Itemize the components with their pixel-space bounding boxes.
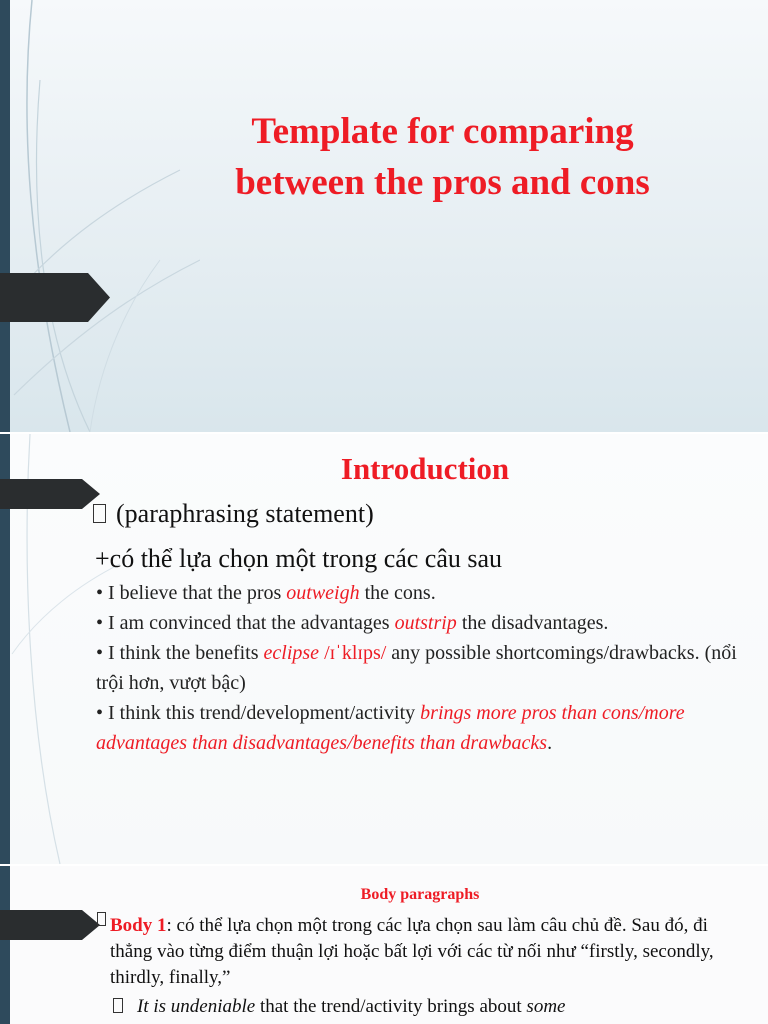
list-item: • I believe that the pros outweigh the cons. xyxy=(96,582,436,604)
phrase-list xyxy=(96,578,756,758)
body1-paragraph: Body 1: có thể lựa chọn một trong các lựa chọn sau làm câu chủ đề. Sau đó, đi thẳng vào từng điểm thuận lợi hoặc bất lợi với các từ nối như “firstly, secondly, thirdly, finally,” xyxy=(110,915,714,988)
checkbox-icon xyxy=(113,998,123,1013)
decorative-curves xyxy=(0,0,200,432)
choice-instruction: +có thể lựa chọn một trong các câu sau xyxy=(95,544,503,573)
sub-bullet: It is undeniable that the trend/activity brings about some xyxy=(113,993,565,1021)
title-slide xyxy=(0,0,768,432)
slide-title: Template for comparing between the pros and cons xyxy=(235,111,650,203)
arrow-marker xyxy=(0,273,110,322)
body-heading: Body paragraphs xyxy=(360,886,480,903)
list-item: • I think the benefits eclipse /ɪˈklɪps/ any possible shortcomings/drawbacks. (nổi trội hơn, vượt bậc) xyxy=(96,642,737,694)
introduction-heading: Introduction xyxy=(340,451,510,486)
list-item: • I am convinced that the advantages outstrip the disadvantages. xyxy=(96,612,609,634)
checkbox-icon xyxy=(93,504,106,523)
arrow-marker xyxy=(0,910,100,940)
paraphrasing-bullet: (paraphrasing statement) xyxy=(93,495,374,533)
list-item: • I think this trend/development/activity brings more pros than cons/more advantages than disadvantages/benefits than drawbacks. xyxy=(96,702,685,754)
checkbox-icon xyxy=(97,912,106,926)
